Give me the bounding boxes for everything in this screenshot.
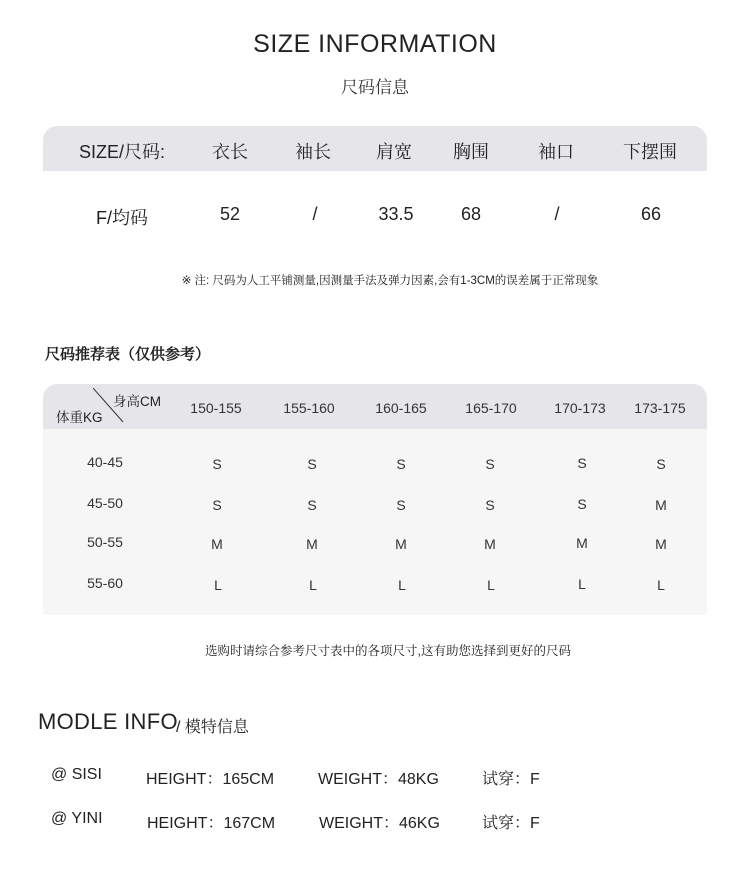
weight-label: 55-60	[87, 575, 123, 591]
model-size: 试穿：F	[482, 771, 540, 788]
size-cell: S	[577, 455, 587, 471]
size-cell: M	[306, 536, 318, 552]
measurement-note: ※ 注: 尺码为人工平铺测量,因测量手法及弹力因素,会有1-3CM的误差属于正常现象	[181, 275, 599, 287]
height-col: 155-160	[283, 400, 335, 416]
weight-label: 50-55	[87, 534, 123, 550]
size-cell: S	[656, 456, 666, 472]
size-cell: L	[487, 577, 495, 593]
size-row-chest: 68	[460, 204, 482, 224]
selection-note: 选购时请综合参考尺寸表中的各项尺寸,这有助您选择到更好的尺码	[205, 644, 571, 658]
size-header-chest: 胸围	[453, 142, 489, 162]
size-cell: L	[309, 577, 317, 593]
size-cell: S	[485, 456, 495, 472]
model-row-sisi	[0, 766, 750, 788]
page-title: SIZE INFORMATION	[253, 30, 497, 58]
corner-height-label: 身高CM	[113, 394, 161, 409]
size-cell: L	[578, 576, 586, 592]
page-subtitle: 尺码信息	[341, 78, 409, 97]
height-col: 150-155	[190, 400, 242, 416]
size-cell: M	[655, 536, 667, 552]
model-height: HEIGHT：167CM	[147, 815, 276, 832]
size-cell: L	[398, 577, 406, 593]
size-row-length: 52	[219, 204, 241, 224]
model-info-title: MODLE INFO	[38, 709, 178, 734]
size-cell: M	[655, 497, 667, 513]
size-header-cuff: 袖口	[538, 142, 574, 162]
size-header-shoulder: 肩宽	[376, 142, 412, 162]
size-cell: S	[485, 497, 495, 513]
model-size: 试穿：F	[482, 815, 540, 832]
size-row-shoulder: 33.5	[378, 204, 414, 224]
size-cell: M	[211, 536, 223, 552]
recommend-header	[43, 384, 707, 429]
model-name: @ SISI	[51, 766, 102, 783]
size-row-size: F/均码	[96, 208, 148, 228]
model-name: @ YINI	[51, 810, 103, 827]
model-height: HEIGHT：165CM	[146, 771, 275, 788]
size-cell: S	[577, 496, 587, 512]
height-col: 170-173	[554, 400, 606, 416]
size-row-sleeve: /	[312, 204, 318, 224]
size-cell: M	[484, 536, 496, 552]
height-col: 173-175	[634, 400, 686, 416]
weight-label: 45-50	[87, 495, 123, 511]
height-col: 165-170	[465, 400, 517, 416]
size-table-header	[43, 126, 707, 171]
size-cell: M	[576, 535, 588, 551]
size-header-length: 衣长	[212, 142, 248, 162]
weight-label: 40-45	[87, 454, 123, 470]
size-cell: M	[395, 536, 407, 552]
size-header-label: SIZE/尺码:	[78, 142, 166, 162]
corner-diagonal	[93, 388, 125, 424]
size-cell: S	[396, 497, 406, 513]
model-row-yini	[0, 810, 750, 832]
size-cell: S	[307, 497, 317, 513]
height-col: 160-165	[375, 400, 427, 416]
size-header-hem: 下摆围	[623, 142, 677, 162]
size-cell: S	[212, 456, 222, 472]
size-header-sleeve: 袖长	[295, 142, 331, 162]
model-weight: WEIGHT：46KG	[319, 815, 440, 832]
size-row-hem: 66	[640, 204, 662, 224]
model-weight: WEIGHT：48KG	[318, 771, 439, 788]
recommend-title: 尺码推荐表（仅供参考）	[45, 346, 211, 363]
size-cell: L	[214, 577, 222, 593]
size-cell: L	[657, 577, 665, 593]
size-cell: S	[307, 456, 317, 472]
size-cell: S	[396, 456, 406, 472]
size-cell: S	[212, 497, 222, 513]
corner-weight-label: 体重KG	[56, 410, 103, 425]
size-row-cuff: /	[554, 204, 560, 224]
model-info-subtitle: / 模特信息	[176, 719, 249, 736]
recommend-table	[43, 384, 707, 615]
